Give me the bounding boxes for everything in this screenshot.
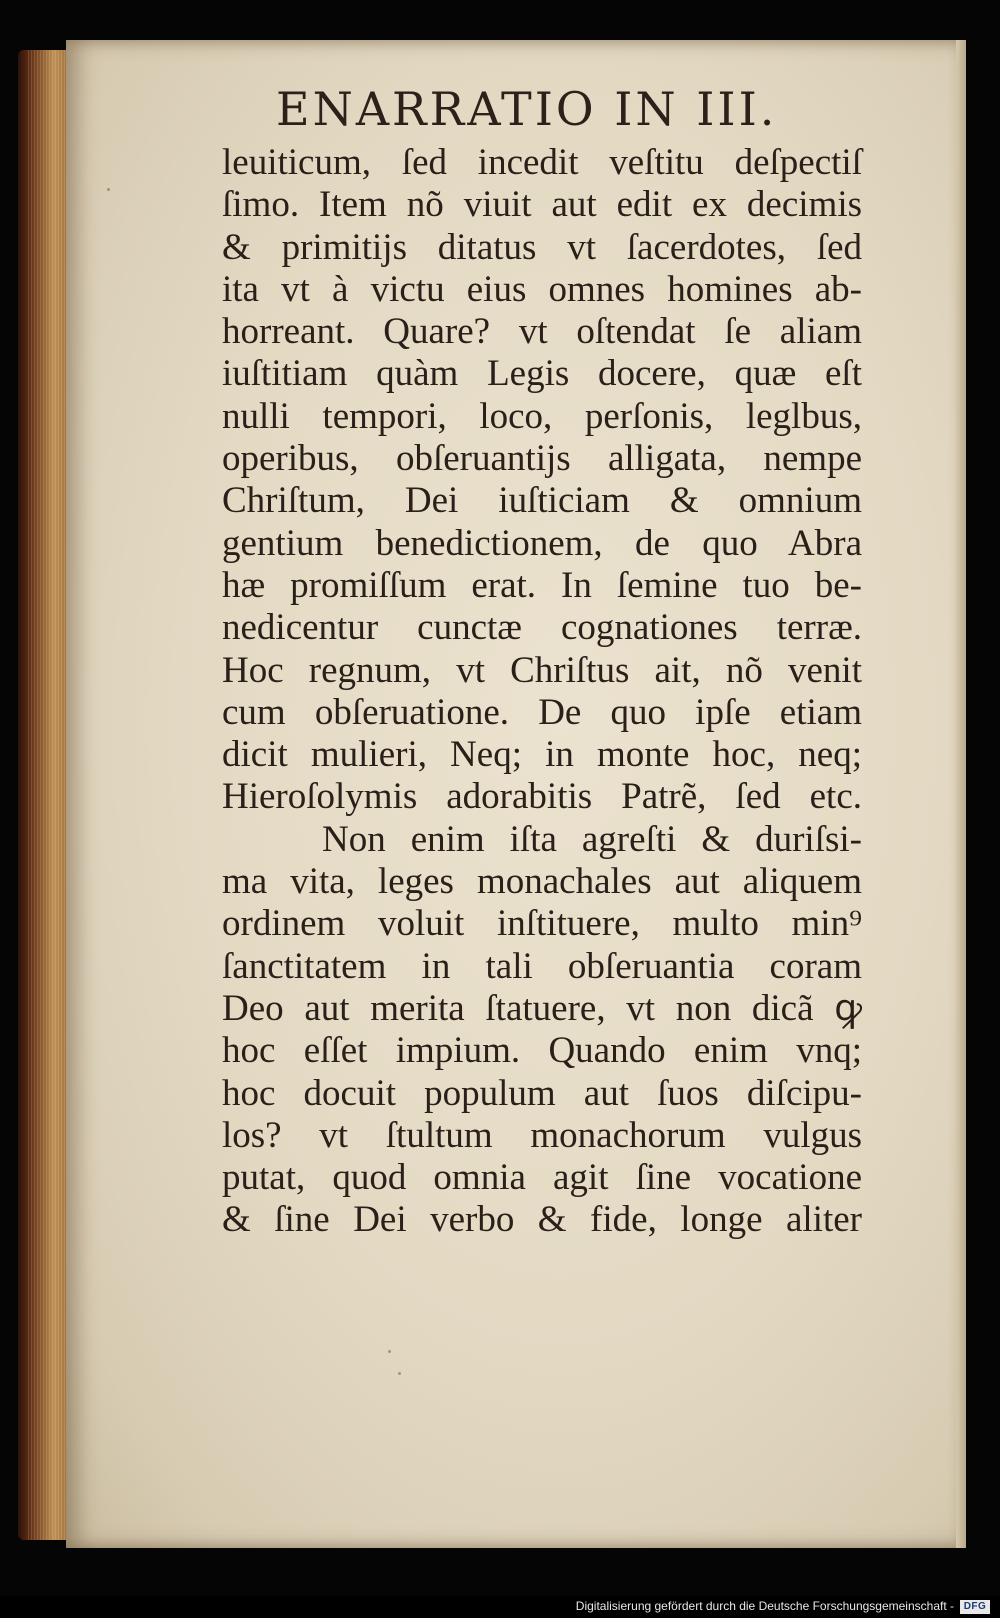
text-line: cum obſeruatione. De quo ipſe etiam [222, 691, 862, 733]
text-line: horreant. Quare? vt oſtendat ſe aliam [222, 311, 862, 353]
text-line: Deo aut merita ſtatuere, vt non dicã ꝙ [222, 987, 862, 1029]
text-line: los? vt ſtultum monachorum vulgus [222, 1114, 862, 1156]
paper-speck [388, 1350, 391, 1353]
text-line: ordinem voluit inſtituere, multo min⁹ [222, 903, 862, 945]
text-line: iuſtitiam quàm Legis docere, quæ eſt [222, 353, 862, 395]
text-line: hoc eſſet impium. Quando enim vnq; [222, 1030, 862, 1072]
text-line: ita vt à victu eius omnes homines ab- [222, 268, 862, 310]
dfg-logo: DFG [960, 1600, 990, 1614]
text-line: & ſine Dei verbo & fide, longe aliter [222, 1199, 862, 1241]
text-line: dicit mulieri, Neq; in monte hoc, neq; [222, 734, 862, 776]
body-text [222, 142, 862, 1242]
funding-credit: Digitalisierung gefördert durch die Deutsche Forschungsgemeinschaft - [575, 1599, 954, 1613]
text-line: gentium benedictionem, de quo Abra [222, 522, 862, 564]
text-line: Hoc regnum, vt Chriſtus ait, nõ venit [222, 649, 862, 691]
text-line: putat, quod omnia agit ſine vocatione [222, 1157, 862, 1199]
paper-speck [398, 1372, 401, 1375]
text-line: nedicentur cunctæ cognationes terræ. [222, 607, 862, 649]
page-edge [956, 40, 966, 1548]
text-line: & primitijs ditatus vt ſacerdotes, ſed [222, 226, 862, 268]
text-line: ma vita, leges monachales aut aliquem [222, 861, 862, 903]
text-line: Chriſtum, Dei iuſticiam & omnium [222, 480, 862, 522]
running-head: ENARRATIO IN III. [276, 82, 778, 136]
text-line: leuiticum, ſed incedit veſtitu deſpectiſ [222, 142, 862, 183]
text-line: hoc docuit populum aut ſuos diſcipu- [222, 1072, 862, 1114]
text-line: ſimo. Item nõ viuit aut edit ex decimis [222, 184, 862, 226]
text-line-indented: Non enim iſta agreſti & duriſsi- [322, 818, 862, 860]
text-line: hæ promiſſum erat. In ſemine tuo be- [222, 564, 862, 606]
text-line: operibus, obſeruantijs alligata, nempe [222, 438, 862, 480]
text-line: Hieroſolymis adorabitis Patrẽ, ſed etc. [222, 776, 862, 818]
paper-speck [107, 188, 110, 191]
text-line: ſanctitatem in tali obſeruantia coram [222, 945, 862, 987]
text-line: nulli tempori, loco, perſonis, leglbus, [222, 395, 862, 437]
